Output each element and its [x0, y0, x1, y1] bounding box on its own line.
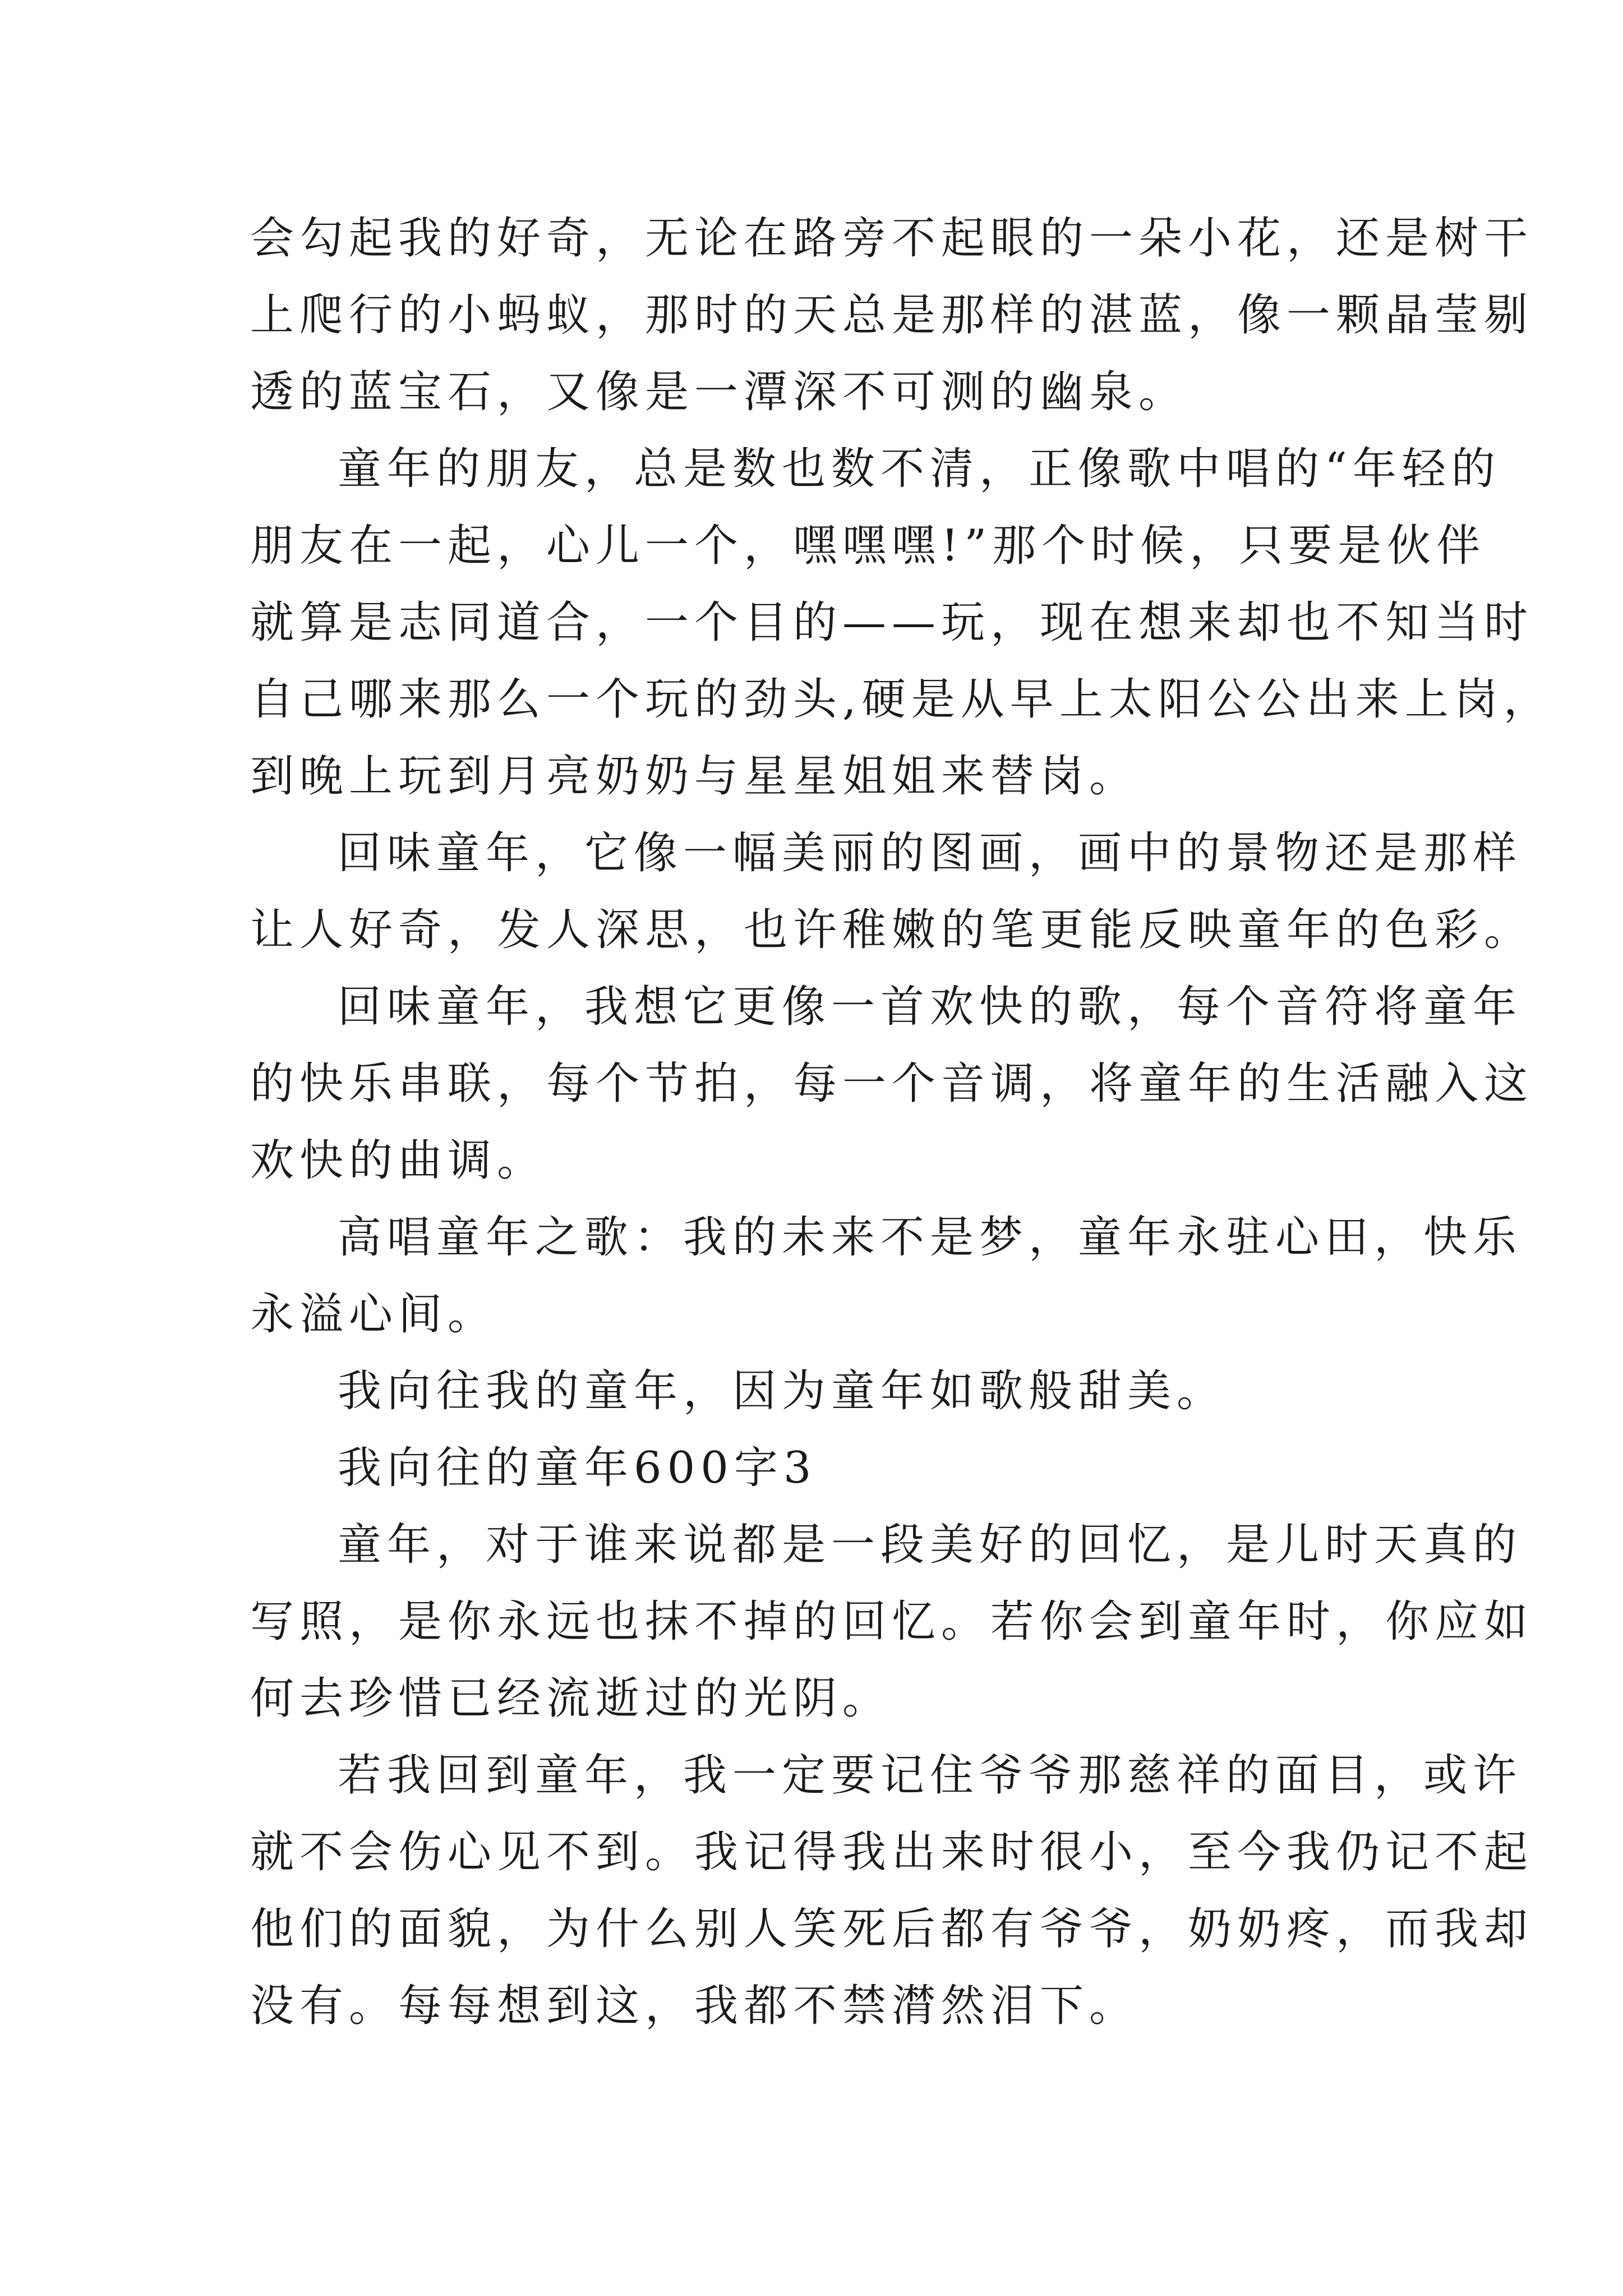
text-line: 朋友在一起，心儿一个，嘿嘿嘿!”那个时候，只要是伙伴: [250, 521, 1486, 571]
section-heading: 我向往的童年600字3: [338, 1443, 817, 1493]
text-line: 透的蓝宝石，又像是一潭深不可测的幽泉。: [250, 367, 1188, 417]
paragraph-start-line: 童年的朋友，总是数也数不清，正像歌中唱的“年轻的: [338, 444, 1501, 494]
text-line: 就不会伤心见不到。我记得我出来时很小，至今我仍记不起: [250, 1827, 1534, 1878]
text-line: 没有。每每想到这，我都不禁潸然泪下。: [250, 1981, 1139, 2031]
text-line: 会勾起我的好奇，无论在路旁不起眼的一朵小花，还是树干: [250, 213, 1534, 264]
paragraph-start-line: 若我回到童年，我一定要记住爷爷那慈祥的面目，或许: [338, 1750, 1523, 1801]
text-line: 就算是志同道合，一个目的——玩，现在想来却也不知当时: [250, 597, 1534, 648]
paragraph-start-line: 高唱童年之歌：我的未来不是梦，童年永驻心田，快乐: [338, 1212, 1523, 1263]
text-line: 让人好奇，发人深思，也许稚嫩的笔更能反映童年的色彩。: [250, 905, 1534, 955]
text-line: 他们的面貌，为什么别人笑死后都有爷爷，奶奶疼，而我却: [250, 1904, 1534, 1954]
text-line: 的快乐串联，每个节拍，每一个音调，将童年的生活融入这: [250, 1059, 1534, 1109]
text-line: 上爬行的小蚂蚁，那时的天总是那样的湛蓝，像一颗晶莹剔: [250, 290, 1534, 341]
text-line: 何去珍惜已经流逝过的光阴。: [250, 1673, 892, 1724]
text-line: 写照，是你永远也抹不掉的回忆。若你会到童年时，你应如: [250, 1596, 1534, 1647]
paragraph-start-line: 回味童年，它像一幅美丽的图画，画中的景物还是那样: [338, 828, 1523, 878]
paragraph-start-line: 我向往我的童年，因为童年如歌般甜美。: [338, 1366, 1227, 1416]
text-line: 自己哪来那么一个玩的劲头,硬是从早上太阳公公出来上岗，: [250, 674, 1553, 725]
text-line: 永溢心间。: [250, 1289, 497, 1340]
paragraph-start-line: 回味童年，我想它更像一首欢快的歌，每个音符将童年: [338, 982, 1523, 1032]
text-line: 到晚上玩到月亮奶奶与星星姐姐来替岗。: [250, 751, 1139, 802]
paragraph-start-line: 童年，对于谁来说都是一段美好的回忆，是儿时天真的: [338, 1520, 1523, 1570]
text-line: 欢快的曲调。: [250, 1135, 547, 1186]
